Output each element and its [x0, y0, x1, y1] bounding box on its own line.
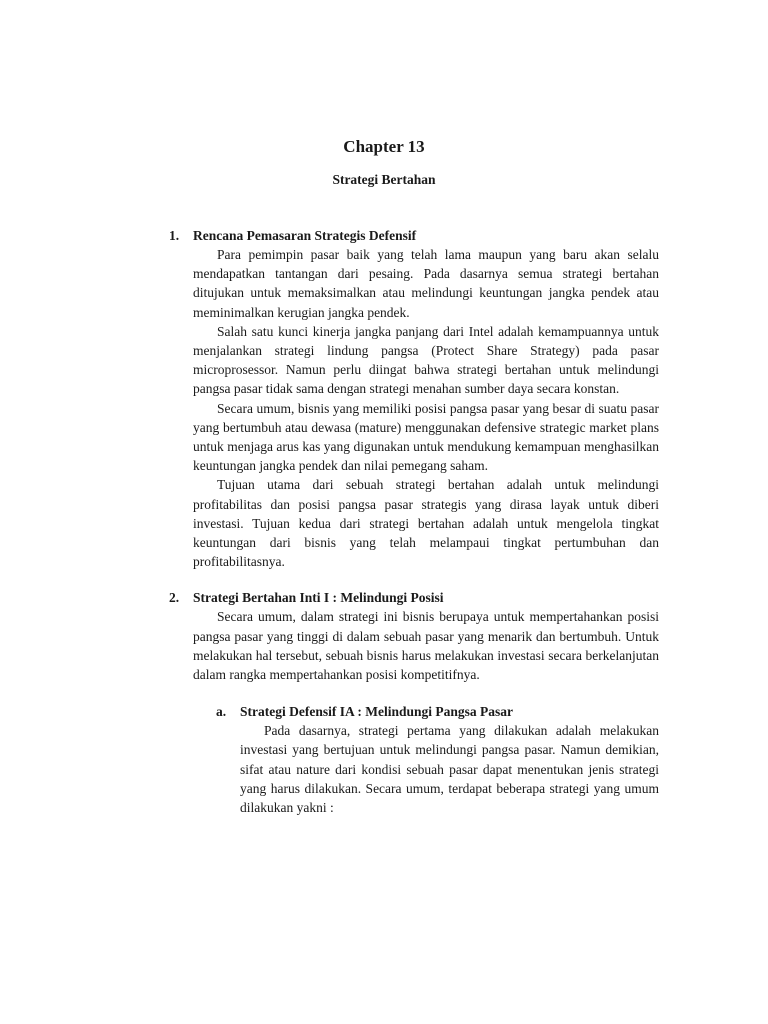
section-heading-text: Rencana Pemasaran Strategis Defensif: [193, 228, 417, 243]
paragraph: Para pemimpin pasar baik yang telah lama maupun yang baru akan selalu mendapatkan tantangan dari pesaing. Pada dasarnya semua strategi bertahan ditujukan untuk memaksimalkan atau melindungi keuntungan jangka pendek atau meminimalkan kerugian jangka pendek.: [193, 247, 659, 320]
section-heading: [0, 588, 768, 607]
chapter-content: [0, 226, 768, 817]
paragraph: Pada dasarnya, strategi pertama yang dilakukan adalah melakukan investasi yang bertujuan untuk melindungi pangsa pasar. Namun demikian, sifat atau nature dari kondisi sebuah pasar dapat menentukan jenis strategi yang harus dilakukan. Secara umum, terdapat beberapa strategi yang umum dilakukan yakni :: [240, 723, 659, 816]
section-heading-text: Strategi Bertahan Inti I : Melindungi Posisi: [193, 590, 444, 606]
section-number: 1.: [169, 228, 180, 243]
section-number: 2.: [169, 590, 180, 606]
paragraph: Secara umum, dalam strategi ini bisnis berupaya untuk mempertahankan posisi pangsa pasar yang tinggi di dalam sebuah pasar yang menarik dan bertumbuh. Untuk melakukan hal tersebut, sebuah bisnis harus melakukan investasi secara berkelanjutan dalam rangka mempertahankan posisi kompetitifnya.: [193, 609, 659, 683]
paragraph: Salah satu kunci kinerja jangka panjang dari Intel adalah kemampuannya untuk menjalankan strategi lindung pangsa (Protect Share Strategy) pada pasar microprosessor. Namun perlu diingat bahwa strategi bertahan untuk melindungi pangsa pasar tidak sama dengan strategi menahan sumber daya secara konstan.: [193, 323, 659, 397]
paragraph: Secara umum, bisnis yang memiliki posisi pangsa pasar yang besar di suatu pasar yang bertumbuh atau dewasa (mature) menggunakan defensive strategic market plans untuk menjaga arus kas yang digunakan untuk mendukung kemampuan menghasilkan keuntungan jangka pendek dan nilai pemegang saham.: [193, 400, 659, 474]
subsection-heading: [0, 702, 768, 721]
section-1: [0, 226, 768, 571]
subsection-a: [0, 702, 768, 817]
paragraph: Tujuan utama dari sebuah strategi bertahan adalah untuk melindungi profitabilitas dan posisi pangsa pasar strategis yang dirasa layak untuk diberi investasi. Tujuan kedua dari strategi bertahan adalah untuk mengelola tingkat keuntungan dari bisnis yang telah melampaui tingkat pertumbuhan dan profitabilitasnya.: [193, 477, 659, 570]
section-heading: [0, 226, 768, 245]
section-2: [0, 588, 768, 817]
subsection-letter: a.: [216, 704, 227, 720]
subsection-heading-text: Strategi Defensif IA : Melindungi Pangsa Pasar: [240, 704, 513, 720]
chapter-subtitle: Strategi Bertahan: [332, 172, 436, 187]
chapter-title: Chapter 13: [343, 137, 425, 156]
